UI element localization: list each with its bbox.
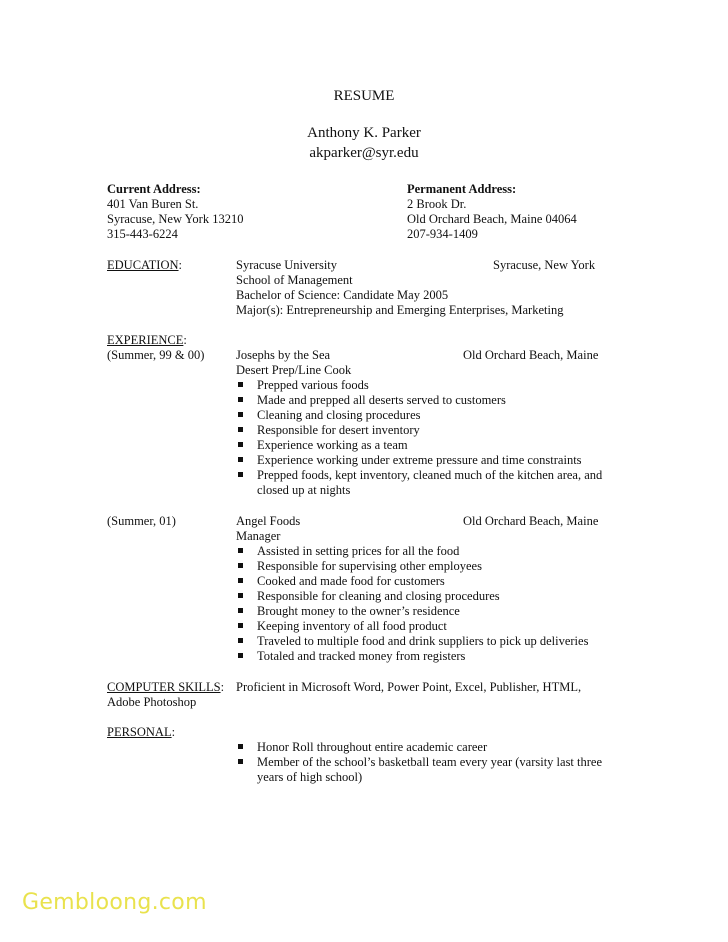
duty-text: Experience working as a team <box>257 438 408 452</box>
duty-text: Traveled to multiple food and drink suppliers to pick up deliveries <box>257 634 589 648</box>
experience-heading <box>107 333 187 348</box>
bullet-icon <box>238 638 243 643</box>
skills-heading-text: COMPUTER SKILLS <box>107 680 221 694</box>
permanent-address-line1: 2 Brook Dr. <box>407 197 467 211</box>
list-item <box>236 378 626 393</box>
bullet-icon <box>238 397 243 402</box>
duty-text: Experience working under extreme pressure and time constraints <box>257 453 582 467</box>
resume-title: RESUME <box>333 88 395 104</box>
duty-text: Cleaning and closing procedures <box>257 408 421 422</box>
job-2-employer: Angel Foods <box>236 514 301 528</box>
current-address-heading: Current Address: <box>107 182 201 196</box>
duty-text: Responsible for supervising other employees <box>257 559 482 573</box>
job-1-employer: Josephs by the Sea <box>236 348 331 362</box>
list-item <box>236 423 626 438</box>
skills-heading <box>107 680 224 695</box>
job-2-location: Old Orchard Beach, Maine <box>463 514 599 528</box>
bullet-icon <box>238 472 243 477</box>
personal-text: Honor Roll throughout entire academic career <box>257 740 488 754</box>
bullet-icon <box>238 744 243 749</box>
list-item <box>236 438 626 453</box>
education-heading-colon: : <box>178 258 183 272</box>
bullet-icon <box>238 578 243 583</box>
list-item <box>236 544 636 559</box>
skills-heading-colon: : <box>220 680 225 694</box>
job-1-dates: (Summer, 99 & 00) <box>107 348 205 362</box>
list-item <box>236 589 636 604</box>
candidate-email: akparker@syr.edu <box>309 145 419 161</box>
list-item <box>236 604 636 619</box>
education-degree: Bachelor of Science: Candidate May 2005 <box>236 288 449 302</box>
education-school: Syracuse University <box>236 258 338 272</box>
bullet-icon <box>238 382 243 387</box>
duty-text: Brought money to the owner’s residence <box>257 604 460 618</box>
candidate-name: Anthony K. Parker <box>307 125 421 141</box>
list-item <box>236 634 636 649</box>
current-address-line2: Syracuse, New York 13210 <box>107 212 244 226</box>
education-heading-text: EDUCATION <box>107 258 179 272</box>
personal-heading <box>107 725 175 740</box>
education-location: Syracuse, New York <box>493 258 596 272</box>
job-2-dates: (Summer, 01) <box>107 514 176 528</box>
bullet-icon <box>238 442 243 447</box>
duty-text: Responsible for desert inventory <box>257 423 420 437</box>
job-1-position: Desert Prep/Line Cook <box>236 363 352 377</box>
list-item <box>236 574 636 589</box>
current-address-line1: 401 Van Buren St. <box>107 197 199 211</box>
education-majors: Major(s): Entrepreneurship and Emerging Enterprises, Marketing <box>236 303 564 317</box>
list-item <box>236 755 631 785</box>
list-item <box>236 468 626 498</box>
watermark-text: Gembloong.com <box>22 890 207 915</box>
bullet-icon <box>238 623 243 628</box>
list-item <box>236 649 636 664</box>
list-item <box>236 740 631 755</box>
list-item <box>236 559 636 574</box>
current-address-phone: 315-443-6224 <box>107 227 178 241</box>
job-2-duties <box>236 544 636 664</box>
duty-text: Made and prepped all deserts served to customers <box>257 393 506 407</box>
experience-heading-colon: : <box>183 333 187 347</box>
permanent-address-heading: Permanent Address: <box>407 182 517 196</box>
list-item <box>236 619 636 634</box>
duty-text: Responsible for cleaning and closing procedures <box>257 589 500 603</box>
bullet-icon <box>238 593 243 598</box>
bullet-icon <box>238 412 243 417</box>
duty-text: Assisted in setting prices for all the food <box>257 544 460 558</box>
permanent-address-line2: Old Orchard Beach, Maine 04064 <box>407 212 577 226</box>
personal-heading-text: PERSONAL <box>107 725 172 739</box>
job-2-position: Manager <box>236 529 281 543</box>
bullet-icon <box>238 608 243 613</box>
permanent-address-phone: 207-934-1409 <box>407 227 478 241</box>
education-heading <box>107 258 182 273</box>
list-item <box>236 408 626 423</box>
bullet-icon <box>238 563 243 568</box>
list-item <box>236 453 626 468</box>
bullet-icon <box>238 457 243 462</box>
skills-line1: Proficient in Microsoft Word, Power Point, Excel, Publisher, HTML, <box>236 680 582 694</box>
duty-text: Totaled and tracked money from registers <box>257 649 466 663</box>
bullet-icon <box>238 548 243 553</box>
education-college: School of Management <box>236 273 353 287</box>
duty-text: Cooked and made food for customers <box>257 574 445 588</box>
bullet-icon <box>238 427 243 432</box>
bullet-icon <box>238 653 243 658</box>
duty-text: Prepped various foods <box>257 378 369 392</box>
personal-items <box>236 740 631 785</box>
experience-heading-text: EXPERIENCE <box>107 333 184 347</box>
personal-text: Member of the school’s basketball team every year (varsity last three years of high school) <box>257 755 603 784</box>
bullet-icon <box>238 759 243 764</box>
skills-line2: Adobe Photoshop <box>107 695 197 709</box>
personal-heading-colon: : <box>171 725 176 739</box>
list-item <box>236 393 626 408</box>
job-1-location: Old Orchard Beach, Maine <box>463 348 599 362</box>
duty-text: Prepped foods, kept inventory, cleaned much of the kitchen area, and closed up at nights <box>257 468 603 497</box>
duty-text: Keeping inventory of all food product <box>257 619 447 633</box>
job-1-duties <box>236 378 626 498</box>
